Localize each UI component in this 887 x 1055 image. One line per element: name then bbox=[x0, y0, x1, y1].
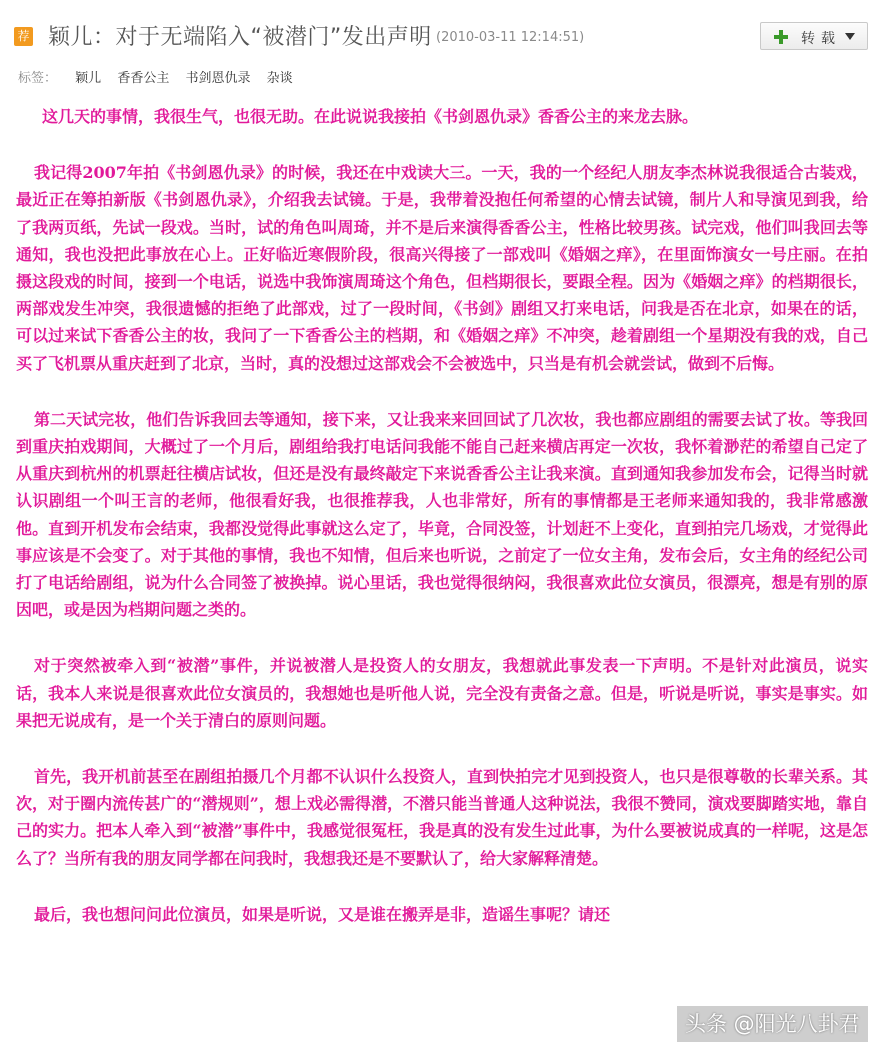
post-header bbox=[0, 0, 887, 70]
article-paragraph: 这几天的事情，我很生气，也很无助。在此说说我接拍《书剑恩仇录》香香公主的来龙去脉。 bbox=[42, 107, 699, 126]
article-paragraph: 首先，我开机前甚至在剧组拍摄几个月都不认识什么投资人，直到快拍完才见到投资人，也只是很尊敬的长辈关系。其次，对于圈内流传甚广的“潜规则”，想上戏必需得潜，不潜只能当普通人这种说法，我很不赞同，演戏要脚踏实地，靠自己的实力。把本人牵入到“被潜”事件中，我感觉很冤枉，我是真的没有发生过此事，为什么要被说成真的一样呢，这是怎么了？当所有我的朋友同学都在问我时，我想我还是不要默认了，给大家解释清楚。 bbox=[16, 767, 868, 868]
tag-link[interactable]: 书剑恩仇录 bbox=[185, 71, 251, 86]
article-paragraph: 我记得2007年拍《书剑恩仇录》的时候，我还在中戏读大三。一天，我的一个经纪人朋友李杰林说我很适合古装戏，最近正在筹拍新版《书剑恩仇录》，介绍我去试镜。于是，我带着没抱任何希望的心情去试镜，制片人和导演见到我，给了我两页纸，先试一段戏。当时，试的角色叫周琦，并不是后来演得香香公主，性格比较男孩。试完戏，他们叫我回去等通知，我也没把此事放在心上。正好临近寒假阶段，很高兴得接了一部戏叫《婚姻之痒》，在里面饰演女一号庄丽。在拍摄这段戏的时间，接到一个电话，说选中我饰演周琦这个角色，但档期很长，要跟全程。因为《婚姻之痒》的档期很长，两部戏发生冲突，我很遗憾的拒绝了此部戏，过了一段时间，《书剑》剧组又打来电话，问我是否在北京，如果在的话，可以过来试下香香公主的妆，我问了一下香香公主的档期，和《婚姻之痒》不冲突，趁着剧组一个星期没有我的戏，自己买了飞机票从重庆赶到了北京，当时，真的没想过这部戏会不会被选中，只当是有机会就尝试，做到不后悔。 bbox=[16, 163, 868, 373]
article-paragraph: 第二天试完妆，他们告诉我回去等通知，接下来，又让我来来回回试了几次妆，我也都应剧组的需要去试了妆。等我回到重庆拍戏期间，大概过了一个月后，剧组给我打电话问我能不能自己赶来横店再定一次妆，我怀着渺茫的希望自己定了从重庆到杭州的机票赶往横店试妆，但还是没有最终敲定下来说香香公主让我来演。直到通知我参加发布会，记得当时就认识剧组一个叫王言的老师，他很看好我，也很推荐我，人也非常好，所有的事情都是王老师来通知我的，我非常感激他。直到开机发布会结束，我都没觉得此事就这么定了，毕竟，合同没签，计划赶不上变化，直到拍完几场戏，才觉得此事应该是不会变了。对于其他的事情，我也不知情，但后来也听说，之前定了一位女主角，发布会后，女主角的经纪公司打了电话给剧组，说为什么合同签了被换掉。说心里话，我也觉得很纳闷，我很喜欢此位女演员，很漂亮，想是有别的原因吧，或是因为档期问题之类的。 bbox=[16, 409, 868, 620]
source-watermark: 头条 @阳光八卦君 bbox=[677, 1006, 868, 1042]
tag-link[interactable]: 颖儿 bbox=[75, 71, 102, 86]
caret-down-icon[interactable] bbox=[845, 33, 855, 40]
post-title: 颖儿：对于无端陷入“被潜门”发出声明 bbox=[48, 25, 432, 50]
tags-bar bbox=[18, 67, 305, 87]
plus-icon bbox=[774, 30, 788, 44]
tag-link[interactable]: 杂谈 bbox=[266, 71, 293, 86]
tag-link[interactable]: 香香公主 bbox=[117, 71, 170, 86]
repost-label: 转载 bbox=[801, 31, 841, 47]
article-body bbox=[16, 103, 868, 957]
tags-label: 标签： bbox=[18, 71, 58, 86]
article-paragraph: 最后，我也想问问此位演员，如果是听说，又是谁在搬弄是非，造谣生事呢？请还 bbox=[34, 904, 611, 924]
recommend-badge: 荐 bbox=[14, 27, 33, 46]
repost-button[interactable] bbox=[760, 22, 868, 50]
post-date: (2010-03-11 12:14:51) bbox=[436, 30, 585, 45]
article-paragraph: 对于突然被牵入到“被潜”事件，并说被潜人是投资人的女朋友，我想就此事发表一下声明。不是针对此演员，说实话，我本人来说是很喜欢此位女演员的，我想她也是听他人说，完全没有责备之意。但是，听说是听说，事实是事实。如果把无说成有，是一个关于清白的原则问题。 bbox=[16, 656, 868, 730]
